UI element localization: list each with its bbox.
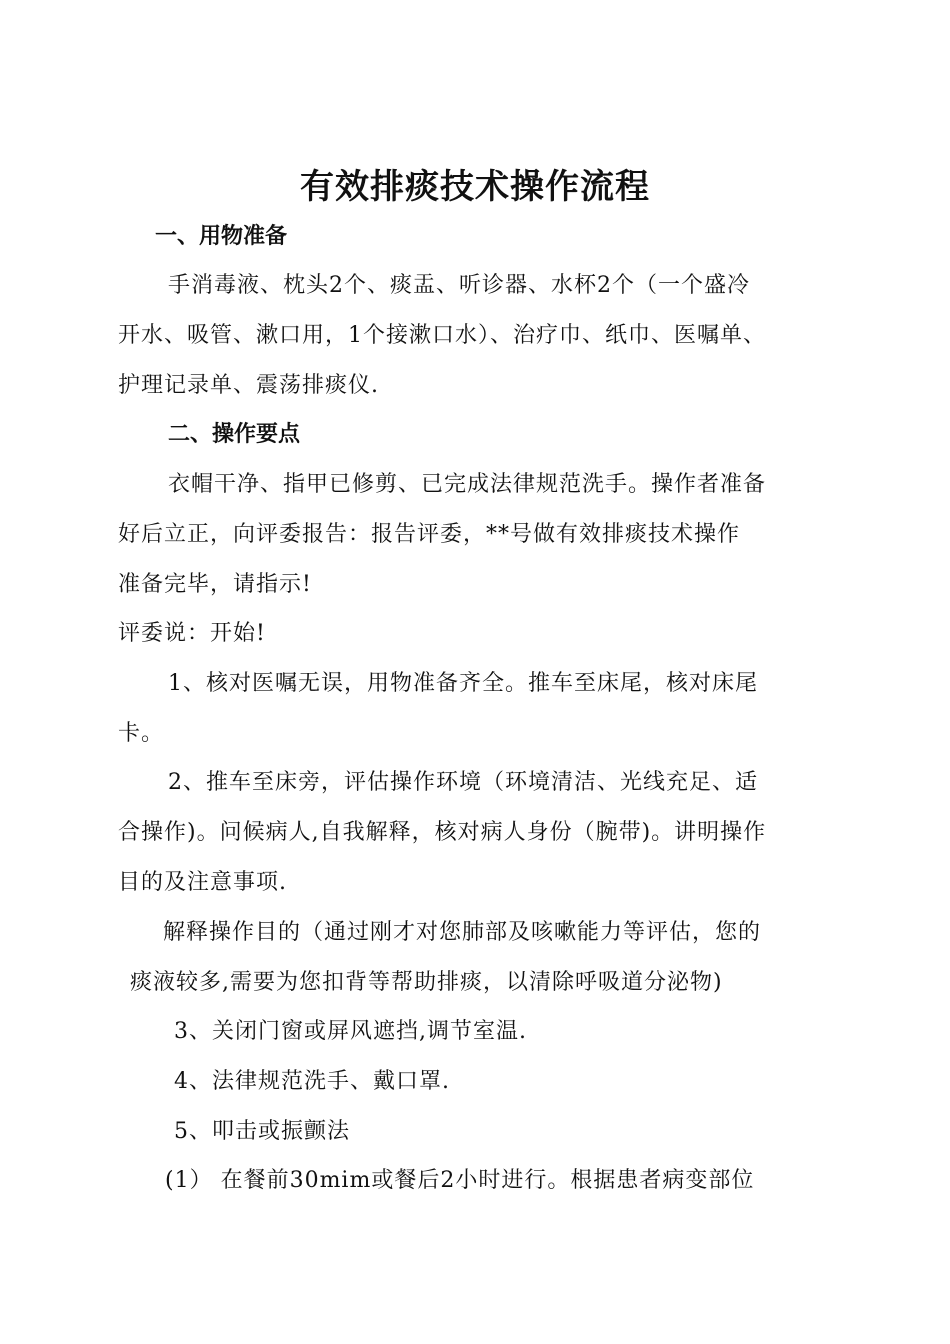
section-heading-materials: 一、用物准备 xyxy=(155,224,288,249)
paragraph-line: 2、推车至床旁，评估操作环境（环境清洁、光线充足、适 xyxy=(168,770,758,795)
paragraph-line: 好后立正，向评委报告：报告评委，**号做有效排痰技术操作 xyxy=(118,522,741,547)
paragraph-line: 5、叩击或振颤法 xyxy=(174,1119,350,1144)
paragraph-line: 准备完毕，请指示! xyxy=(118,572,312,597)
section-heading-key-points: 二、操作要点 xyxy=(168,422,301,447)
paragraph-line: (1） 在餐前30mim或餐后2小时进行。根据患者病变部位 xyxy=(165,1168,755,1193)
paragraph-line: 手消毒液、枕头2个、痰盂、听诊器、水杯2个（一个盛冷 xyxy=(168,273,750,298)
paragraph-line: 4、法律规范洗手、戴口罩. xyxy=(174,1069,450,1094)
paragraph-line: 3、关闭门窗或屏风遮挡,调节室温. xyxy=(174,1019,527,1044)
paragraph-line: 痰液较多,需要为您扣背等帮助排痰，以清除呼吸道分泌物) xyxy=(130,970,723,995)
paragraph-line: 1、核对医嘱无误，用物准备齐全。推车至床尾，核对床尾 xyxy=(168,671,758,696)
document-title: 有效排痰技术操作流程 xyxy=(300,167,650,207)
paragraph-line: 目的及注意事项. xyxy=(118,870,287,895)
paragraph-line: 解释操作目的（通过刚才对您肺部及咳嗽能力等评估，您的 xyxy=(163,920,762,945)
paragraph-line: 卡。 xyxy=(118,721,165,746)
paragraph-line: 开水、吸管、漱口用，1个接漱口水）、治疗巾、纸巾、医嘱单、 xyxy=(118,323,766,348)
paragraph-line: 护理记录单、震荡排痰仪. xyxy=(118,373,379,398)
paragraph-line: 评委说：开始! xyxy=(118,621,266,646)
paragraph-line: 合操作)。问候病人,自我解释，核对病人身份（腕带)。讲明操作 xyxy=(118,820,767,845)
paragraph-line: 衣帽干净、指甲已修剪、已完成法律规范洗手。操作者准备 xyxy=(168,472,767,497)
